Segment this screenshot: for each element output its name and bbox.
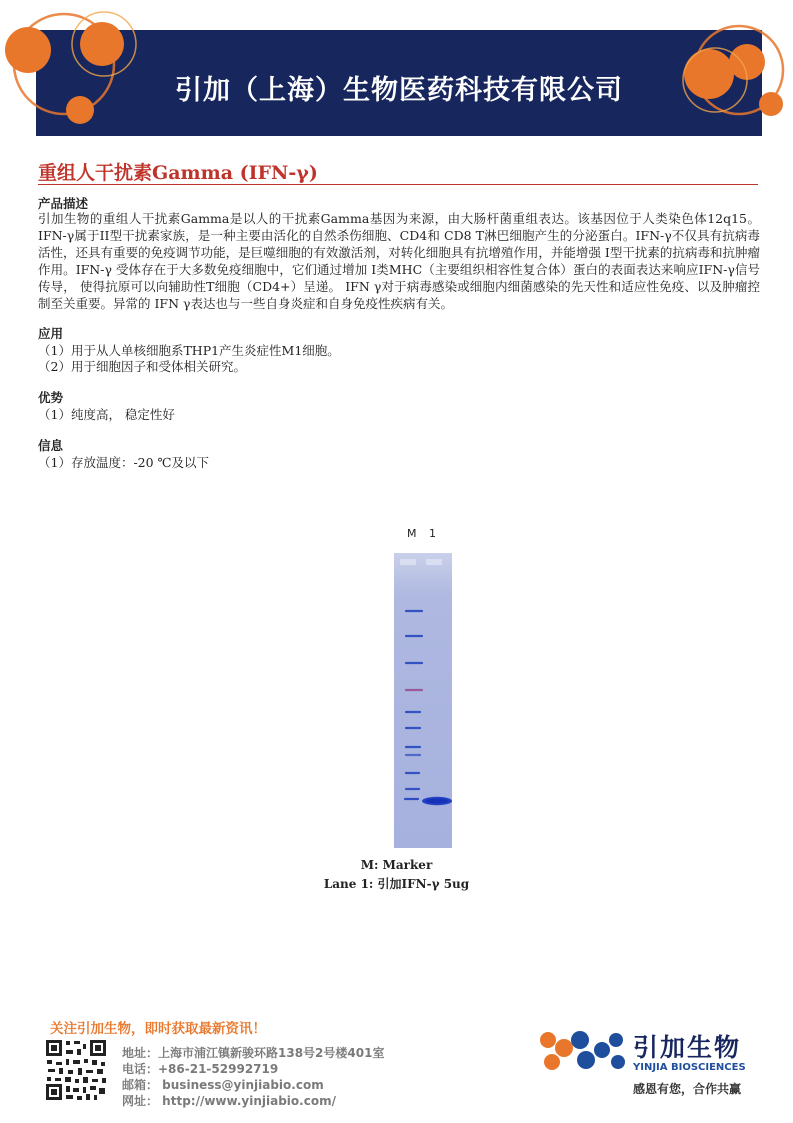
lane-label-marker: M xyxy=(407,527,417,540)
advantage-item: （1）纯度高， 稳定性好 xyxy=(38,407,175,422)
product-title: 重组人干扰素Gamma (IFN-γ) xyxy=(38,162,318,184)
application-heading: 应用 xyxy=(38,326,64,341)
advantage-heading: 优势 xyxy=(38,390,64,405)
gel-caption-lane: Lane 1: 引加IFN-γ 5ug xyxy=(323,877,470,891)
yinjia-logo-icon xyxy=(538,1028,628,1076)
company-name: 引加（上海）生物医药科技有限公司 xyxy=(175,75,623,106)
brand-name-cn: 引加生物 xyxy=(633,1033,742,1062)
decorative-circles-right-icon xyxy=(655,10,793,140)
footer-website[interactable]: 网址： http://www.yinjiabio.com/ xyxy=(122,1094,336,1108)
description-text: 引加生物的重组人干扰素Gamma是以人的干扰素Gamma基因为来源，由大肠杆菌重组表达。该基因位于人类染色体12q15。IFN-γ属于II型干扰素家族，是一种主要由活化的自然杀伤细胞、CD4和 CD8 T淋巴细胞产生的分泌蛋白。IFN-γ不仅具有抗病毒活性，还具有重要的免疫调节功能，是巨噬细胞的有效激活剂，对转化细胞具有抗增殖作用，并能增强 I型干扰素的抗病毒和抗肿瘤作用。IFN-γ 受体存在于大多数免疫细胞中，它们通过增加 I类MHC（主要组织相容性复合体）蛋白的表面表达来响应IFN-γ信号传导， 使得抗原可以向辅助性T细胞（CD4+）呈递。 IFN γ对于病毒感染或细胞内细菌感染的先天性和适应性免疫、以及肿瘤控制至关重要。异常的 IFN γ表达也与一些自身炎症和自身免疫性疾病有关。 xyxy=(38,211,760,311)
footer-address: 地址：上海市浦江镇新骏环路138号2号楼401室 xyxy=(122,1046,385,1060)
application-item: （1）用于从人单核细胞系THP1产生炎症性M1细胞。 xyxy=(38,343,340,358)
description-heading: 产品描述 xyxy=(38,196,89,211)
lane-label-sample: 1 xyxy=(429,527,436,540)
info-heading: 信息 xyxy=(38,438,64,453)
footer-email[interactable]: 邮箱： business@yinjiabio.com xyxy=(122,1078,324,1092)
footer-slogan: 关注引加生物，即时获取最新资讯！ xyxy=(50,1021,266,1037)
gel-caption-marker: M: Marker xyxy=(360,858,433,872)
qr-code-icon[interactable] xyxy=(44,1038,108,1102)
gel-lane-labels xyxy=(407,527,436,540)
header-banner xyxy=(36,30,762,136)
brand-slogan: 感恩有您，合作共赢 xyxy=(633,1082,742,1096)
decorative-circles-left-icon xyxy=(0,0,140,150)
title-divider xyxy=(38,184,758,185)
footer-phone: 电话：+86-21-52992719 xyxy=(122,1062,279,1076)
sds-page-gel-image xyxy=(394,553,452,848)
application-item: （2）用于细胞因子和受体相关研究。 xyxy=(38,359,246,374)
info-item: （1）存放温度：-20 ℃及以下 xyxy=(38,455,210,470)
brand-name-en: YINJIA BIOSCIENCES xyxy=(633,1062,746,1073)
